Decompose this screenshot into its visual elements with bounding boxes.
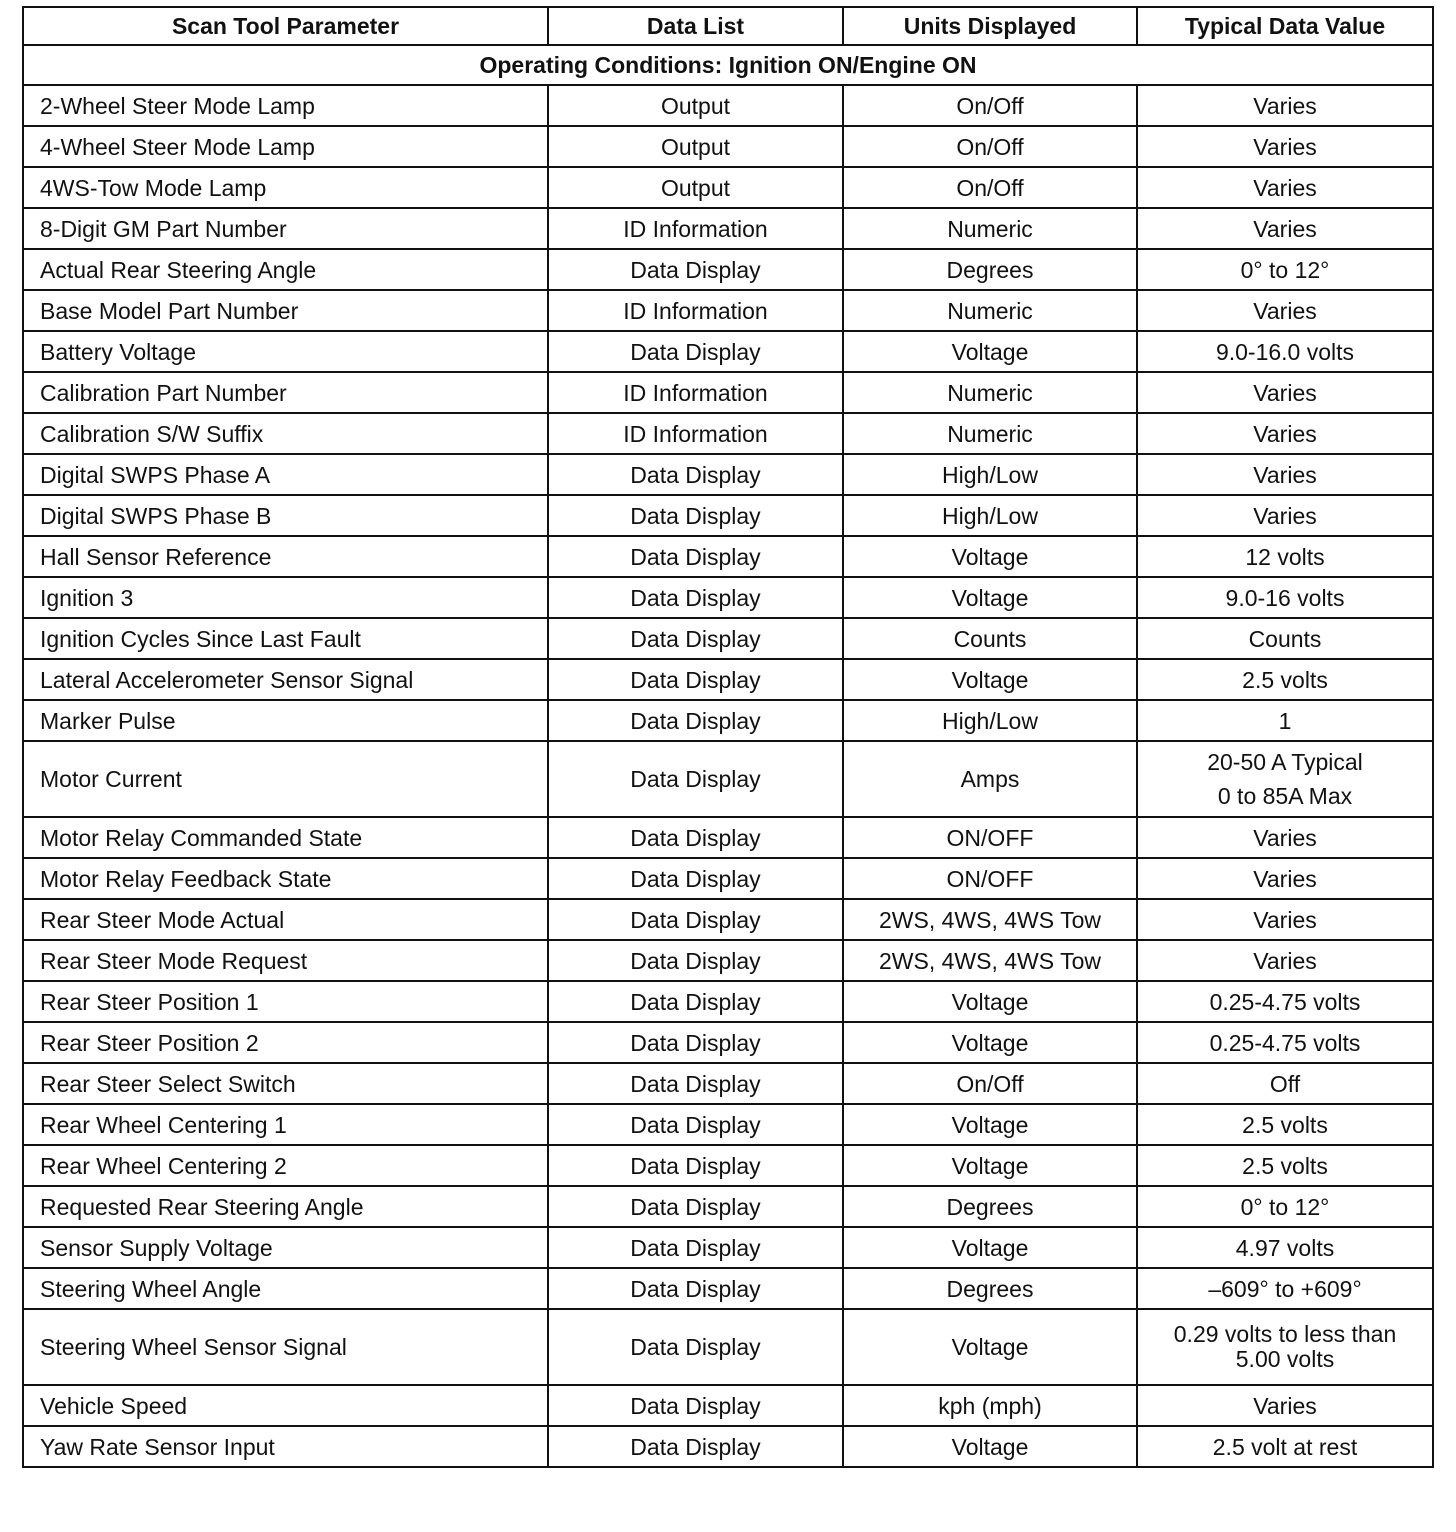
table-row xyxy=(23,290,1433,331)
typical-value-cell: 9.0-16 volts xyxy=(1137,577,1433,618)
typical-value-cell: 2.5 volts xyxy=(1137,1145,1433,1186)
typical-value-cell: Varies xyxy=(1137,940,1433,981)
table-row xyxy=(23,1268,1433,1309)
typical-value-cell xyxy=(1137,1309,1433,1385)
typical-value-cell: Varies xyxy=(1137,85,1433,126)
data-list-cell: Data Display xyxy=(548,1063,843,1104)
table-row xyxy=(23,618,1433,659)
parameter-cell: Sensor Supply Voltage xyxy=(23,1227,548,1268)
typical-value-cell xyxy=(1137,741,1433,817)
parameter-cell: 4WS-Tow Mode Lamp xyxy=(23,167,548,208)
units-cell: On/Off xyxy=(843,85,1137,126)
header-row xyxy=(23,7,1433,45)
typical-value-cell: 0° to 12° xyxy=(1137,1186,1433,1227)
table-row xyxy=(23,858,1433,899)
typical-value-cell: 0.25-4.75 volts xyxy=(1137,981,1433,1022)
parameter-cell: Hall Sensor Reference xyxy=(23,536,548,577)
table-row xyxy=(23,1145,1433,1186)
typical-value-cell: Varies xyxy=(1137,167,1433,208)
parameter-cell: Motor Relay Commanded State xyxy=(23,817,548,858)
typical-value-cell: Varies xyxy=(1137,495,1433,536)
data-list-cell: Data Display xyxy=(548,741,843,817)
units-cell: Voltage xyxy=(843,981,1137,1022)
data-list-cell: Output xyxy=(548,167,843,208)
data-list-cell: Data Display xyxy=(548,817,843,858)
typical-value-cell: Varies xyxy=(1137,817,1433,858)
units-cell: Numeric xyxy=(843,208,1137,249)
section-row xyxy=(23,45,1433,85)
parameter-cell: Rear Wheel Centering 2 xyxy=(23,1145,548,1186)
table-row xyxy=(23,1385,1433,1426)
table-body xyxy=(23,45,1433,1467)
parameter-cell: Lateral Accelerometer Sensor Signal xyxy=(23,659,548,700)
scan-tool-data-table xyxy=(22,6,1434,1468)
table-row xyxy=(23,126,1433,167)
parameter-cell: Rear Steer Position 1 xyxy=(23,981,548,1022)
table-row xyxy=(23,700,1433,741)
typical-value-cell: Varies xyxy=(1137,126,1433,167)
units-cell: Voltage xyxy=(843,536,1137,577)
table-row xyxy=(23,1227,1433,1268)
typical-value-cell: Varies xyxy=(1137,454,1433,495)
units-cell: Voltage xyxy=(843,1104,1137,1145)
parameter-cell: Calibration S/W Suffix xyxy=(23,413,548,454)
header-scan-tool-parameter: Scan Tool Parameter xyxy=(23,7,548,45)
data-list-cell: Data Display xyxy=(548,940,843,981)
typical-value-cell: 12 volts xyxy=(1137,536,1433,577)
parameter-cell: Battery Voltage xyxy=(23,331,548,372)
units-cell: 2WS, 4WS, 4WS Tow xyxy=(843,899,1137,940)
table-row xyxy=(23,817,1433,858)
units-cell: Voltage xyxy=(843,1227,1137,1268)
parameter-cell: Rear Steer Mode Request xyxy=(23,940,548,981)
data-list-cell: Data Display xyxy=(548,577,843,618)
data-list-cell: ID Information xyxy=(548,208,843,249)
units-cell: Counts xyxy=(843,618,1137,659)
units-cell: Voltage xyxy=(843,1426,1137,1467)
typical-value-line: 5.00 volts xyxy=(1235,1346,1335,1372)
units-cell: Voltage xyxy=(843,1309,1137,1385)
table-row xyxy=(23,413,1433,454)
table-row xyxy=(23,981,1433,1022)
table-row xyxy=(23,1186,1433,1227)
data-list-cell: Data Display xyxy=(548,495,843,536)
parameter-cell: Rear Wheel Centering 1 xyxy=(23,1104,548,1145)
header-typical-data-value: Typical Data Value xyxy=(1137,7,1433,45)
units-cell: On/Off xyxy=(843,1063,1137,1104)
table-row xyxy=(23,1309,1433,1385)
units-cell: ON/OFF xyxy=(843,858,1137,899)
typical-value-cell: Varies xyxy=(1137,208,1433,249)
parameter-cell: Yaw Rate Sensor Input xyxy=(23,1426,548,1467)
units-cell: Numeric xyxy=(843,290,1137,331)
table-row xyxy=(23,659,1433,700)
header-data-list: Data List xyxy=(548,7,843,45)
typical-value-cell: Varies xyxy=(1137,372,1433,413)
data-list-cell: Data Display xyxy=(548,899,843,940)
units-cell: Voltage xyxy=(843,1145,1137,1186)
table-row xyxy=(23,1063,1433,1104)
data-list-cell: ID Information xyxy=(548,413,843,454)
units-cell: 2WS, 4WS, 4WS Tow xyxy=(843,940,1137,981)
data-list-cell: Data Display xyxy=(548,1385,843,1426)
data-list-cell: Data Display xyxy=(548,536,843,577)
data-list-cell: ID Information xyxy=(548,290,843,331)
section-title: Operating Conditions: Ignition ON/Engine ON xyxy=(23,45,1433,85)
table-row xyxy=(23,85,1433,126)
table-row xyxy=(23,454,1433,495)
typical-value-cell: Varies xyxy=(1137,858,1433,899)
data-list-cell: Data Display xyxy=(548,1145,843,1186)
typical-value-cell: 4.97 volts xyxy=(1137,1227,1433,1268)
typical-value-cell: Off xyxy=(1137,1063,1433,1104)
data-list-cell: Data Display xyxy=(548,1104,843,1145)
parameter-cell: Calibration Part Number xyxy=(23,372,548,413)
table-row xyxy=(23,372,1433,413)
units-cell: Voltage xyxy=(843,577,1137,618)
typical-value-cell: 2.5 volt at rest xyxy=(1137,1426,1433,1467)
data-list-cell: Data Display xyxy=(548,659,843,700)
units-cell: High/Low xyxy=(843,700,1137,741)
table-row xyxy=(23,741,1433,817)
parameter-cell: Rear Steer Mode Actual xyxy=(23,899,548,940)
parameter-cell: 4-Wheel Steer Mode Lamp xyxy=(23,126,548,167)
data-list-cell: Data Display xyxy=(548,1309,843,1385)
parameter-cell: Steering Wheel Angle xyxy=(23,1268,548,1309)
table-row xyxy=(23,577,1433,618)
typical-value-line: 20-50 A Typical xyxy=(1207,749,1363,775)
units-cell: Degrees xyxy=(843,1268,1137,1309)
typical-value-line: 0 to 85A Max xyxy=(1217,783,1353,809)
typical-value-cell: Varies xyxy=(1137,1385,1433,1426)
units-cell: kph (mph) xyxy=(843,1385,1137,1426)
typical-value-cell: 0.25-4.75 volts xyxy=(1137,1022,1433,1063)
units-cell: ON/OFF xyxy=(843,817,1137,858)
typical-value-cell: 0° to 12° xyxy=(1137,249,1433,290)
units-cell: On/Off xyxy=(843,126,1137,167)
parameter-cell: Vehicle Speed xyxy=(23,1385,548,1426)
parameter-cell: Ignition 3 xyxy=(23,577,548,618)
table-row xyxy=(23,495,1433,536)
parameter-cell: Marker Pulse xyxy=(23,700,548,741)
parameter-cell: Requested Rear Steering Angle xyxy=(23,1186,548,1227)
parameter-cell: Digital SWPS Phase B xyxy=(23,495,548,536)
parameter-cell: 8-Digit GM Part Number xyxy=(23,208,548,249)
typical-value-cell: Varies xyxy=(1137,899,1433,940)
typical-value-cell: 1 xyxy=(1137,700,1433,741)
parameter-cell: Ignition Cycles Since Last Fault xyxy=(23,618,548,659)
table-row xyxy=(23,331,1433,372)
parameter-cell: Steering Wheel Sensor Signal xyxy=(23,1309,548,1385)
data-list-cell: Data Display xyxy=(548,700,843,741)
units-cell: Numeric xyxy=(843,372,1137,413)
table-row xyxy=(23,899,1433,940)
data-list-cell: Data Display xyxy=(548,249,843,290)
typical-value-cell: Varies xyxy=(1137,413,1433,454)
units-cell: Degrees xyxy=(843,1186,1137,1227)
units-cell: Voltage xyxy=(843,659,1137,700)
table-row xyxy=(23,208,1433,249)
data-list-cell: Data Display xyxy=(548,981,843,1022)
parameter-cell: Digital SWPS Phase A xyxy=(23,454,548,495)
parameter-cell: Rear Steer Select Switch xyxy=(23,1063,548,1104)
data-list-cell: Data Display xyxy=(548,331,843,372)
table-row xyxy=(23,167,1433,208)
data-list-cell: Data Display xyxy=(548,1426,843,1467)
units-cell: Numeric xyxy=(843,413,1137,454)
parameter-cell: Motor Relay Feedback State xyxy=(23,858,548,899)
data-list-cell: Data Display xyxy=(548,618,843,659)
table-row xyxy=(23,536,1433,577)
units-cell: Voltage xyxy=(843,1022,1137,1063)
typical-value-cell: 2.5 volts xyxy=(1137,659,1433,700)
parameter-cell: 2-Wheel Steer Mode Lamp xyxy=(23,85,548,126)
parameter-cell: Base Model Part Number xyxy=(23,290,548,331)
units-cell: Degrees xyxy=(843,249,1137,290)
table-row xyxy=(23,249,1433,290)
table-row xyxy=(23,1104,1433,1145)
data-list-cell: Data Display xyxy=(548,858,843,899)
units-cell: Amps xyxy=(843,741,1137,817)
units-cell: On/Off xyxy=(843,167,1137,208)
typical-value-cell: 9.0-16.0 volts xyxy=(1137,331,1433,372)
data-list-cell: Output xyxy=(548,126,843,167)
table-row xyxy=(23,1426,1433,1467)
typical-value-cell: 2.5 volts xyxy=(1137,1104,1433,1145)
parameter-cell: Motor Current xyxy=(23,741,548,817)
header-units-displayed: Units Displayed xyxy=(843,7,1137,45)
parameter-cell: Actual Rear Steering Angle xyxy=(23,249,548,290)
units-cell: High/Low xyxy=(843,454,1137,495)
data-list-cell: ID Information xyxy=(548,372,843,413)
units-cell: Voltage xyxy=(843,331,1137,372)
data-list-cell: Data Display xyxy=(548,1227,843,1268)
data-list-cell: Data Display xyxy=(548,1022,843,1063)
data-list-cell: Data Display xyxy=(548,454,843,495)
parameter-cell: Rear Steer Position 2 xyxy=(23,1022,548,1063)
table-row xyxy=(23,940,1433,981)
data-list-cell: Output xyxy=(548,85,843,126)
data-list-cell: Data Display xyxy=(548,1268,843,1309)
table-row xyxy=(23,1022,1433,1063)
units-cell: High/Low xyxy=(843,495,1137,536)
typical-value-cell: –609° to +609° xyxy=(1137,1268,1433,1309)
typical-value-line: 0.29 volts to less than xyxy=(1173,1321,1397,1347)
table-header xyxy=(23,7,1433,45)
data-list-cell: Data Display xyxy=(548,1186,843,1227)
typical-value-cell: Varies xyxy=(1137,290,1433,331)
typical-value-cell: Counts xyxy=(1137,618,1433,659)
